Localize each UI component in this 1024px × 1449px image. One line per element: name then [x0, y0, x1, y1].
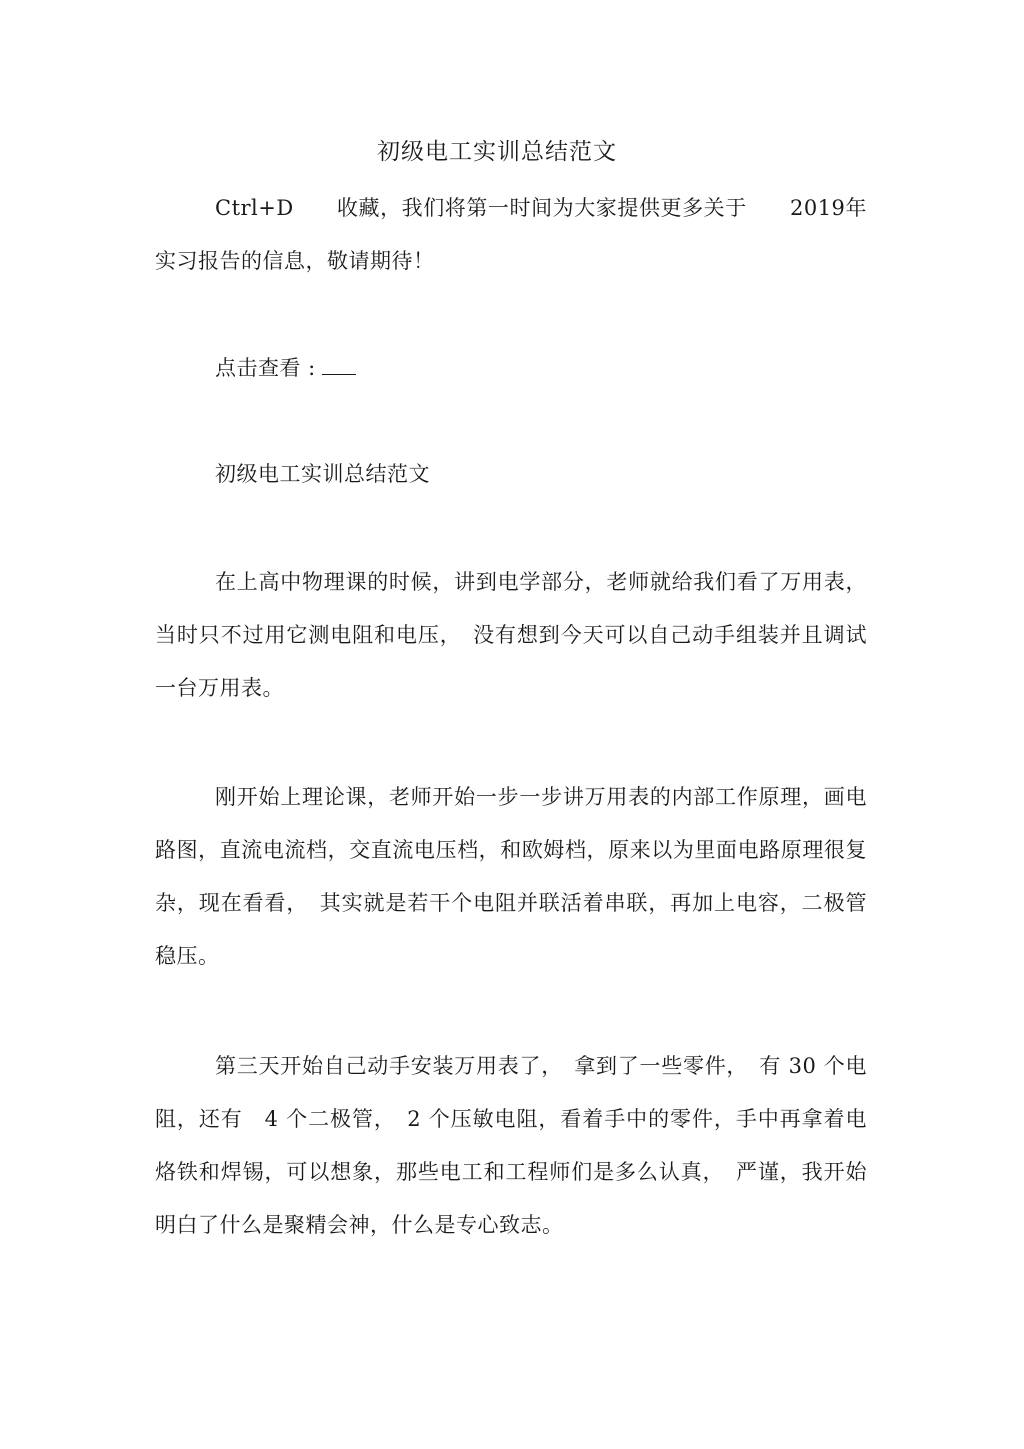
- document-subtitle: 初级电工实训总结范文: [215, 462, 430, 486]
- body-paragraph: 刚开始上理论课，老师开始一步一步讲万用表的内部工作原理，画电路图，直流电流档，交直流电压档，和欧姆档，原来以为里面电路原理很复杂，现在看看， 其实就是若干个电阻并联活着串联，再加上电容，二极管稳压。: [155, 785, 867, 968]
- document-title: 初级电工实训总结范文: [377, 139, 617, 165]
- body-paragraph: 在上高中物理课的时候，讲到电学部分，老师就给我们看了万用表，当时只不过用它测电阻和电压， 没有想到今天可以自己动手组装并且调试一台万用表。: [155, 570, 867, 700]
- body-paragraph: 第三天开始自己动手安装万用表了， 拿到了一些零件， 有 30 个电阻，还有 4 个二极管， 2 个压敏电阻，看着手中的零件，手中再拿着电烙铁和焊锡，可以想象，那些电工和工程师们是多么认真， 严谨，我开始明白了什么是聚精会神，什么是专心致志。: [155, 1054, 867, 1237]
- link-placeholder[interactable]: [322, 356, 356, 375]
- click-view-label: 点击查看 :: [215, 356, 316, 380]
- intro-paragraph: Ctrl+D 收藏，我们将第一时间为大家提供更多关于 2019年实习报告的信息，敬请期待！: [155, 196, 867, 273]
- click-view-line: [155, 342, 867, 395]
